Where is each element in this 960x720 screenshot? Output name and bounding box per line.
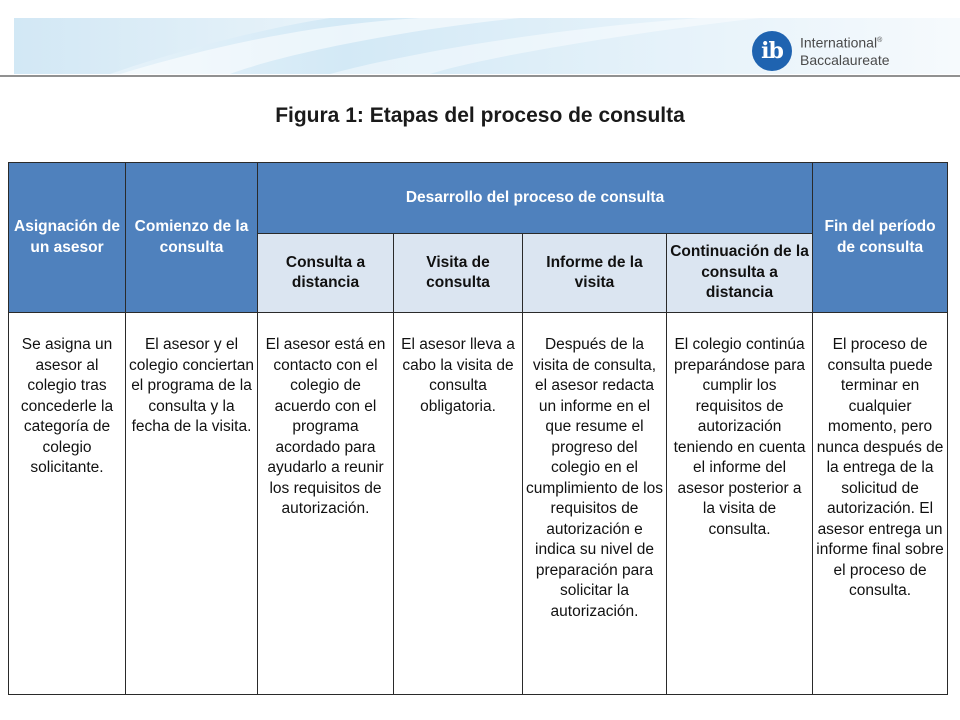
figure-title: Figura 1: Etapas del proceso de consulta [275,104,685,127]
cell-visit-report: Después de la visita de consulta, el asesor redacta un informe en el que resume el progreso del colegio en el cumplimiento de los requisitos de autorización e indica su nivel de preparación para solicitar la autorización. [523,313,667,695]
ib-logo-mark: ib [752,31,792,71]
subheader-remote-continuation: Continuación de la consulta a distancia [667,234,813,313]
ib-logo-text [800,32,890,69]
subheader-remote-consultation: Consulta a distancia [258,234,394,313]
logo-registered-mark: ® [877,37,883,44]
header-start: Comienzo de la consulta [126,163,258,313]
table-header-row-1 [9,163,948,234]
logo-line-1: International [800,34,878,51]
header-development: Desarrollo del proceso de consulta [258,163,813,234]
cell-remote-continuation: El colegio continúa preparándose para cumplir los requisitos de autorización teniendo en cuenta el informe del asesor posterior a la visita de consulta. [667,313,813,695]
table-row [9,313,948,695]
logo-line-2: Baccalaureate [800,51,890,68]
cell-end: El proceso de consulta puede terminar en cualquier momento, pero nunca después de la entrega de la solicitud de autorización. El asesor entrega un informe final sobre el proceso de consulta. [813,313,948,695]
header-end: Fin del período de consulta [813,163,948,313]
header-assignment: Asignación de un asesor [9,163,126,313]
subheader-consultation-visit: Visita de consulta [394,234,523,313]
subheader-visit-report: Informe de la visita [523,234,667,313]
consultation-stages-table [8,162,948,695]
cell-start: El asesor y el colegio conciertan el programa de la consulta y la fecha de la visita. [126,313,258,695]
cell-consultation-visit: El asesor lleva a cabo la visita de consulta obligatoria. [394,313,523,695]
cell-remote-consultation: El asesor está en contacto con el colegio de acuerdo con el programa acordado para ayudarlo a reunir los requisitos de autorización. [258,313,394,695]
cell-assignment: Se asigna un asesor al colegio tras concederle la categoría de colegio solicitante. [9,313,126,695]
ib-logo [752,27,952,77]
